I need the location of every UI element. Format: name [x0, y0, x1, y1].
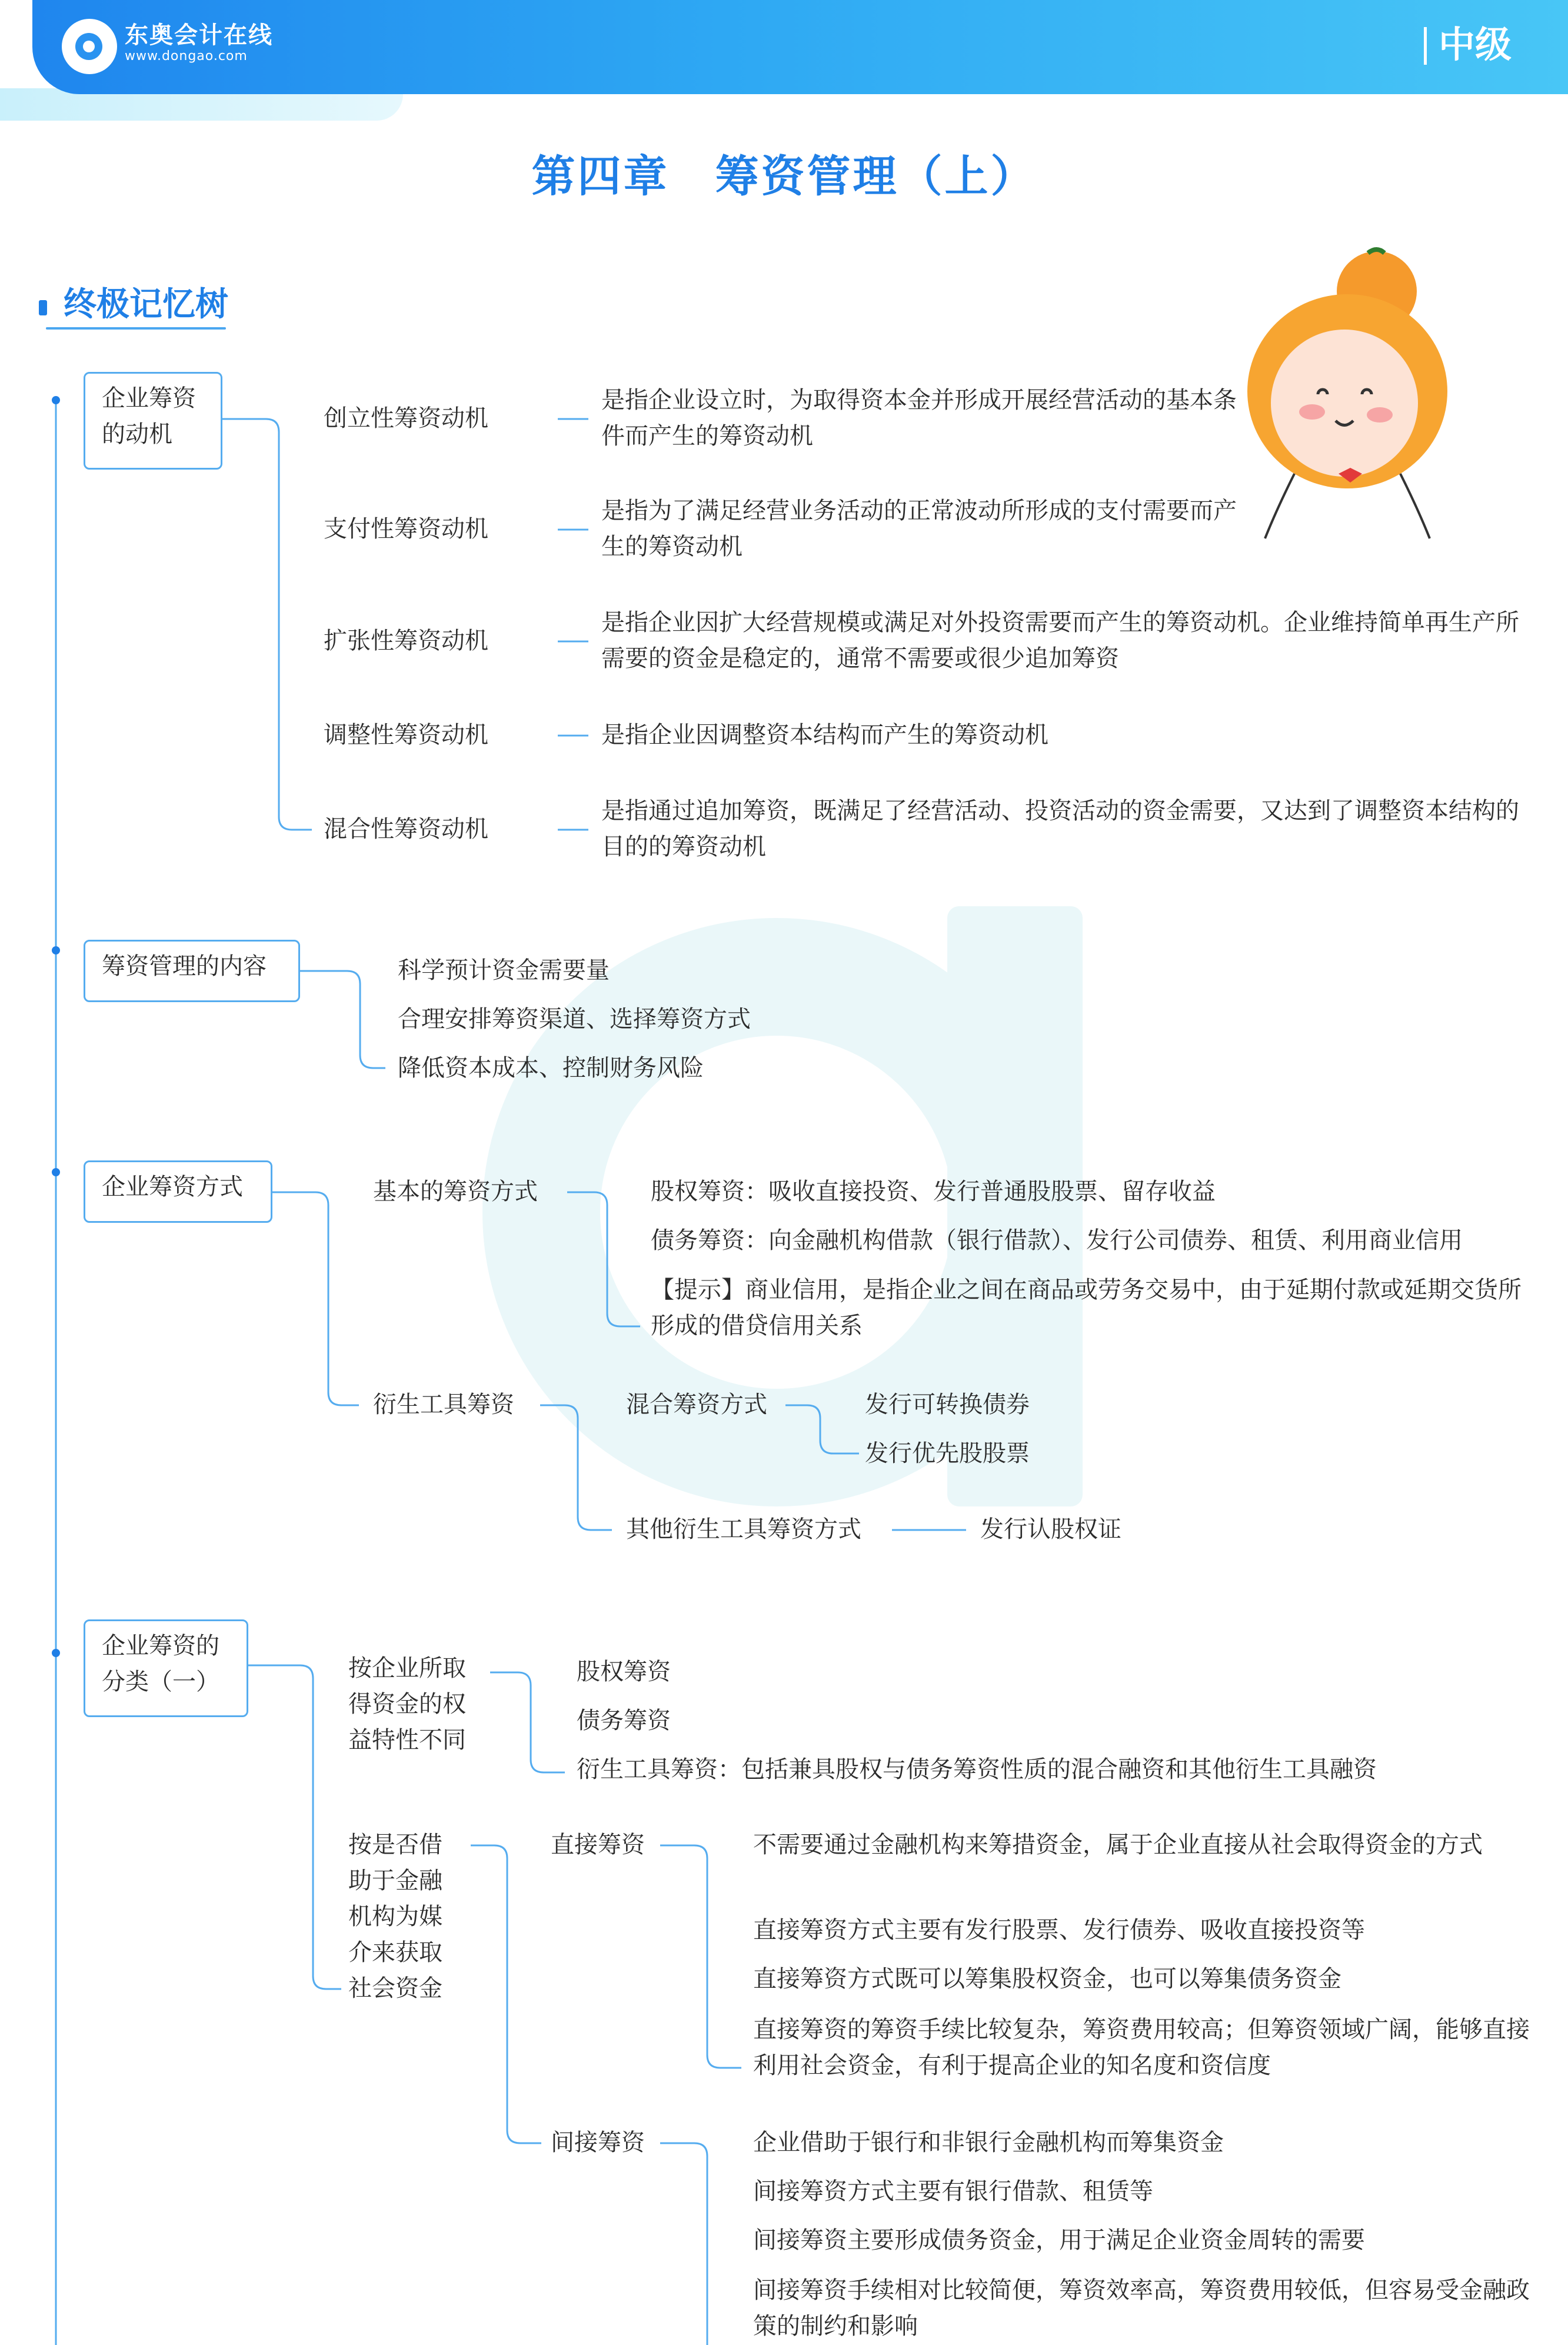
motive-label: 混合性筹资动机	[324, 816, 488, 843]
classification-by-rights-item: 债务筹资	[577, 1707, 671, 1734]
motive-desc: 是指通过追加筹资，既满足了经营活动、投资活动的资金需要，又达到了调整资本结构的目的的筹资动机	[601, 797, 1519, 860]
motive-desc: 是指为了满足经营业务活动的正常波动所形成的支付需要而产生的筹资动机	[601, 497, 1237, 560]
classification-by-rights-item: 股权筹资	[577, 1658, 671, 1685]
tree-node-dot	[52, 396, 60, 404]
classification-direct-item: 直接筹资方式既可以筹集股权资金，也可以筹集债务资金	[753, 1965, 1341, 1993]
page-title: 第四章 筹资管理（上）	[531, 151, 1037, 202]
classification-indirect-item: 间接筹资手续相对比较简便，筹资效率高，筹资费用较低，但容易受金融政策的制约和影响	[753, 2277, 1530, 2340]
classification-direct-label: 直接筹资	[551, 1831, 645, 1858]
method-mixed-item: 发行可转换债券	[865, 1391, 1030, 1418]
method-basic-item: 债务筹资：向金融机构借款（银行借款）、发行公司债券、租赁、利用商业信用	[651, 1227, 1463, 1254]
classification-direct-item: 不需要通过金融机构来筹措资金，属于企业直接从社会取得资金的方式	[753, 1831, 1483, 1858]
content-item: 降低资本成本、控制财务风险	[398, 1055, 704, 1082]
brand-name: 东奥会计在线	[125, 22, 273, 49]
section-heading: 终极记忆树	[64, 285, 228, 324]
motive-desc: 是指企业设立时，为取得资本金并形成开展经营活动的基本条件而产生的筹资动机	[601, 387, 1237, 450]
root-node-motives	[84, 372, 222, 470]
root-node-label: 筹资管理的内容	[102, 953, 267, 980]
tree-node-dot	[52, 1649, 60, 1657]
tree-node-dot	[52, 1168, 60, 1176]
root-node-label: 企业筹资方式	[102, 1173, 243, 1200]
method-basic-tip: 【提示】商业信用，是指企业之间在商品或劳务交易中，由于延期付款或延期交货所形成的借贷信用关系	[651, 1276, 1522, 1339]
motive-label: 支付性筹资动机	[324, 515, 488, 543]
method-mixed-label: 混合筹资方式	[626, 1391, 767, 1418]
classification-by-intermediary-label: 按是否借助于金融机构为媒介来获取社会资金	[348, 1831, 442, 2002]
method-mixed-item: 发行优先股股票	[865, 1440, 1030, 1467]
root-node-content	[84, 940, 300, 1002]
content-item: 合理安排筹资渠道、选择筹资方式	[398, 1006, 751, 1033]
method-other-item: 发行认股权证	[980, 1516, 1121, 1543]
method-basic-item: 股权筹资：吸收直接投资、发行普通股股票、留存收益	[651, 1178, 1216, 1205]
method-other-label: 其他衍生工具筹资方式	[626, 1516, 861, 1543]
method-basic-label: 基本的筹资方式	[373, 1178, 538, 1205]
classification-direct-item: 直接筹资的筹资手续比较复杂，筹资费用较高；但筹资领域广阔，能够直接利用社会资金，有利于提高企业的知名度和资信度	[753, 2016, 1530, 2079]
brand-url: www.dongao.com	[125, 49, 248, 64]
classification-indirect-item: 间接筹资方式主要有银行借款、租赁等	[753, 2178, 1153, 2205]
motive-desc: 是指企业因扩大经营规模或满足对外投资需要而产生的筹资动机。企业维持简单再生产所需要的资金是稳定的，通常不需要或很少追加筹资	[601, 609, 1519, 672]
content-item: 科学预计资金需要量	[398, 957, 610, 984]
root-node-methods	[84, 1160, 272, 1223]
classification-by-rights-item: 衍生工具筹资：包括兼具股权与债务筹资性质的混合融资和其他衍生工具融资	[577, 1756, 1377, 1783]
root-node-label: 企业筹资的动机	[102, 385, 196, 448]
classification-indirect-label: 间接筹资	[551, 2129, 645, 2156]
motive-label: 调整性筹资动机	[324, 721, 488, 749]
classification-indirect-item: 企业借助于银行和非银行金融机构而筹集资金	[753, 2129, 1224, 2156]
root-node-label: 企业筹资的分类（一）	[102, 1632, 219, 1695]
classification-direct-item: 直接筹资方式主要有发行股票、发行债券、吸收直接投资等	[753, 1917, 1365, 1944]
classification-by-rights-label: 按企业所取得资金的权益特性不同	[348, 1655, 466, 1754]
root-node-classification	[84, 1619, 248, 1717]
classification-indirect-item: 间接筹资主要形成债务资金，用于满足企业资金周转的需要	[753, 2227, 1365, 2254]
tree-node-dot	[52, 946, 60, 954]
motive-label: 创立性筹资动机	[324, 405, 488, 432]
motive-desc: 是指企业因调整资本结构而产生的筹资动机	[601, 721, 1048, 749]
method-derivative-label: 衍生工具筹资	[373, 1391, 514, 1418]
level-label: 中级	[1439, 23, 1512, 66]
motive-label: 扩张性筹资动机	[324, 627, 488, 654]
